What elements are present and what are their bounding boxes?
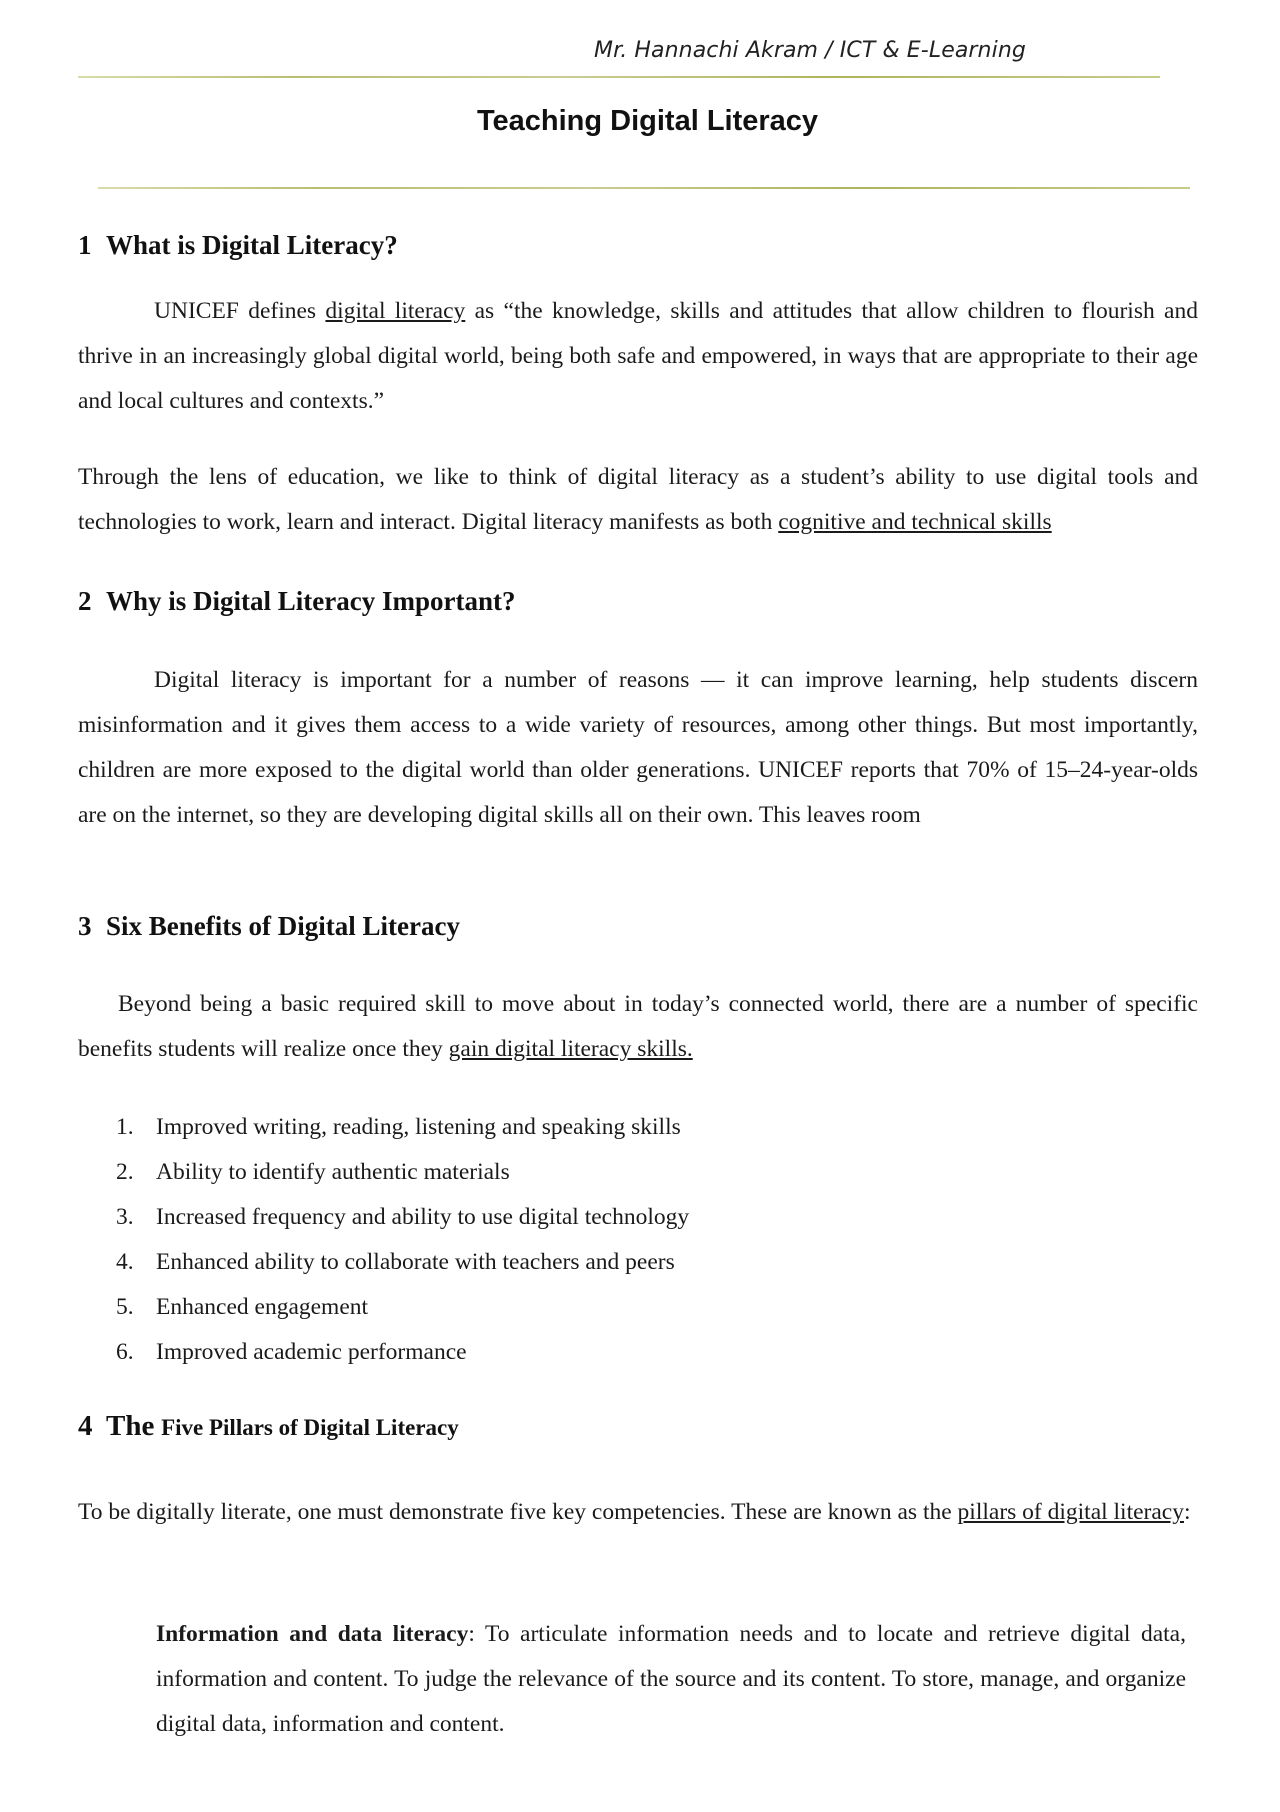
section-title: Five Pillars of Digital Literacy bbox=[161, 1415, 459, 1440]
section-number: 1 bbox=[78, 230, 92, 260]
list-item: 3. Increased frequency and ability to use digital technology bbox=[116, 1204, 690, 1230]
section-1-paragraph-2: Through the lens of education, we like to think of digital literacy as a student’s ability to use digital tools and technologies to work, learn and interact. Digital literacy manifests as both cognitive and technical skills bbox=[78, 464, 1198, 535]
list-item: 5. Enhanced engagement bbox=[116, 1294, 369, 1320]
list-item: 4. Enhanced ability to collaborate with teachers and peers bbox=[116, 1249, 675, 1275]
section-4-paragraph: To be digitally literate, one must demonstrate five key competencies. These are known as the pillars of digital literacy: bbox=[78, 1499, 1191, 1525]
section-3-paragraph: Beyond being a basic required skill to move about in today’s connected world, there are a number of specific benefits students will realize once they gain digital literacy skills. bbox=[78, 991, 1198, 1062]
pillar-information-data-literacy: Information and data literacy: To articulate information needs and to locate and retrieve digital data, information and content. To judge the relevance of the source and its content. To store, manage, and organize digital data, information and content. bbox=[156, 1621, 1186, 1737]
section-2-paragraph: Digital literacy is important for a number of reasons — it can improve learning, help students discern misinformation and it gives them access to a wide variety of resources, among other things. But most importantly, children are more exposed to the digital world than older generations. UNICEF reports that 70% of 15–24-year-olds are on the internet, so they are developing digital skills all on their own. This leaves room bbox=[78, 667, 1198, 828]
benefits-list bbox=[116, 1105, 689, 1375]
section-4-heading: 4 The Five Pillars of Digital Literacy bbox=[78, 1410, 459, 1442]
gain-skills-link[interactable]: gain digital literacy skills. bbox=[448, 1036, 693, 1062]
title-rule bbox=[98, 187, 1190, 189]
page-header: Mr. Hannachi Akram / ICT & E-Learning bbox=[594, 38, 1026, 63]
section-3-heading bbox=[78, 911, 460, 942]
pillar-term: Information and data literacy bbox=[156, 1621, 469, 1647]
cognitive-technical-skills-link[interactable]: cognitive and technical skills bbox=[778, 509, 1052, 535]
section-title: What is Digital Literacy? bbox=[106, 230, 398, 260]
list-item: 6. Improved academic performance bbox=[116, 1339, 467, 1365]
section-number: 2 bbox=[78, 586, 92, 616]
list-item: 2. Ability to identify authentic materials bbox=[116, 1159, 510, 1185]
section-title: Six Benefits of Digital Literacy bbox=[106, 911, 460, 941]
section-number: 4 bbox=[78, 1410, 93, 1442]
pillars-link[interactable]: pillars of digital literacy bbox=[957, 1499, 1184, 1525]
section-number: 3 bbox=[78, 911, 92, 941]
digital-literacy-link[interactable]: digital literacy bbox=[325, 298, 466, 324]
section-2-heading bbox=[78, 586, 515, 617]
section-title: Why is Digital Literacy Important? bbox=[106, 586, 516, 616]
section-1-heading bbox=[78, 230, 398, 261]
section-1-paragraph-1: UNICEF defines digital literacy as “the knowledge, skills and attitudes that allow children to flourish and thrive in an increasingly global digital world, being both safe and empowered, in ways that are appropriate to their age and local cultures and contexts.” bbox=[78, 298, 1198, 414]
page-title: Teaching Digital Literacy bbox=[476, 105, 819, 137]
header-rule bbox=[78, 76, 1160, 78]
list-item: 1. Improved writing, reading, listening and speaking skills bbox=[116, 1114, 681, 1140]
